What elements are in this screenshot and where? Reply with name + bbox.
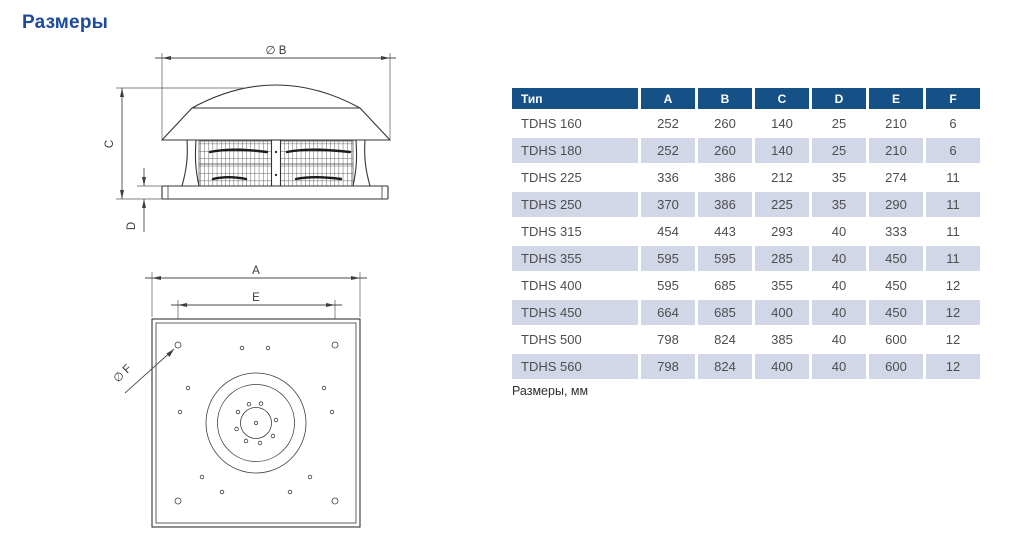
- cell-a: 595: [641, 273, 695, 298]
- cell-f: 11: [926, 165, 980, 190]
- table-header-row: [512, 88, 980, 109]
- cell-b: 685: [698, 300, 752, 325]
- cell-f: 12: [926, 327, 980, 352]
- table-footnote: Размеры, мм: [512, 384, 589, 398]
- cell-type: TDHS 500: [512, 327, 638, 352]
- cell-b: 386: [698, 192, 752, 217]
- cell-a: 252: [641, 111, 695, 136]
- support-leg-right: [353, 140, 370, 186]
- cell-b: 595: [698, 246, 752, 271]
- fan-cowl: [162, 85, 390, 140]
- column-header-type: Тип: [512, 88, 638, 109]
- cell-c: 212: [755, 165, 809, 190]
- cell-f: 6: [926, 138, 980, 163]
- cell-d: 40: [812, 273, 866, 298]
- cell-c: 140: [755, 138, 809, 163]
- support-leg-left: [182, 140, 199, 186]
- cell-f: 12: [926, 300, 980, 325]
- cell-d: 25: [812, 138, 866, 163]
- cell-type: TDHS 225: [512, 165, 638, 190]
- fan-grille: [182, 140, 370, 186]
- cell-a: 336: [641, 165, 695, 190]
- table-row: [512, 246, 980, 271]
- center-post: [272, 140, 281, 186]
- cell-d: 35: [812, 165, 866, 190]
- dim-label-e: E: [252, 292, 260, 304]
- cell-d: 40: [812, 219, 866, 244]
- column-header-a: A: [641, 88, 695, 109]
- cell-c: 225: [755, 192, 809, 217]
- table-row: [512, 354, 980, 379]
- cell-e: 450: [869, 300, 923, 325]
- cell-e: 290: [869, 192, 923, 217]
- cell-e: 600: [869, 354, 923, 379]
- cell-f: 11: [926, 246, 980, 271]
- fan-base-plan-drawing: [95, 260, 435, 550]
- cell-e: 210: [869, 111, 923, 136]
- cell-b: 685: [698, 273, 752, 298]
- table-row: [512, 138, 980, 163]
- cell-a: 454: [641, 219, 695, 244]
- cell-a: 252: [641, 138, 695, 163]
- cell-d: 25: [812, 111, 866, 136]
- page-title: Размеры: [22, 12, 109, 33]
- cell-b: 443: [698, 219, 752, 244]
- base-plate-side: [162, 186, 388, 199]
- table-row: [512, 300, 980, 325]
- cell-e: 600: [869, 327, 923, 352]
- cell-type: TDHS 315: [512, 219, 638, 244]
- column-header-e: E: [869, 88, 923, 109]
- cell-f: 6: [926, 111, 980, 136]
- cell-c: 400: [755, 354, 809, 379]
- cell-e: 450: [869, 246, 923, 271]
- cell-type: TDHS 160: [512, 111, 638, 136]
- column-header-b: B: [698, 88, 752, 109]
- cell-a: 595: [641, 246, 695, 271]
- dim-label-d: D: [126, 221, 138, 231]
- cell-b: 260: [698, 138, 752, 163]
- cell-type: TDHS 355: [512, 246, 638, 271]
- cell-c: 385: [755, 327, 809, 352]
- cell-c: 285: [755, 246, 809, 271]
- cell-d: 40: [812, 327, 866, 352]
- cell-a: 798: [641, 327, 695, 352]
- cell-e: 210: [869, 138, 923, 163]
- column-header-c: C: [755, 88, 809, 109]
- dim-label-b: ∅ B: [265, 45, 287, 57]
- cell-e: 274: [869, 165, 923, 190]
- dim-label-f: ∅ F: [111, 362, 135, 386]
- table-row: [512, 165, 980, 190]
- cell-c: 355: [755, 273, 809, 298]
- table-row: [512, 219, 980, 244]
- cell-c: 400: [755, 300, 809, 325]
- dim-label-a: A: [252, 265, 260, 277]
- cell-f: 11: [926, 192, 980, 217]
- column-header-d: D: [812, 88, 866, 109]
- table-row: [512, 327, 980, 352]
- table-row: [512, 273, 980, 298]
- cell-b: 260: [698, 111, 752, 136]
- cell-f: 12: [926, 354, 980, 379]
- dimensions-table: [509, 86, 983, 381]
- cell-a: 664: [641, 300, 695, 325]
- cell-a: 370: [641, 192, 695, 217]
- cell-d: 40: [812, 354, 866, 379]
- cell-d: 40: [812, 246, 866, 271]
- cell-c: 140: [755, 111, 809, 136]
- cell-e: 450: [869, 273, 923, 298]
- cell-type: TDHS 450: [512, 300, 638, 325]
- cell-b: 386: [698, 165, 752, 190]
- cell-a: 798: [641, 354, 695, 379]
- column-header-f: F: [926, 88, 980, 109]
- cell-e: 333: [869, 219, 923, 244]
- table-section: [509, 86, 987, 398]
- cell-type: TDHS 250: [512, 192, 638, 217]
- dimension-d: [126, 168, 162, 232]
- cell-c: 293: [755, 219, 809, 244]
- cell-d: 35: [812, 192, 866, 217]
- table-row: [512, 111, 980, 136]
- fan-side-view-drawing: [95, 40, 415, 260]
- dim-label-c: C: [104, 139, 116, 149]
- cell-b: 824: [698, 327, 752, 352]
- cell-f: 12: [926, 273, 980, 298]
- table-row: [512, 192, 980, 217]
- cell-type: TDHS 180: [512, 138, 638, 163]
- cell-f: 11: [926, 219, 980, 244]
- cell-d: 40: [812, 300, 866, 325]
- cell-type: TDHS 400: [512, 273, 638, 298]
- cell-b: 824: [698, 354, 752, 379]
- cell-type: TDHS 560: [512, 354, 638, 379]
